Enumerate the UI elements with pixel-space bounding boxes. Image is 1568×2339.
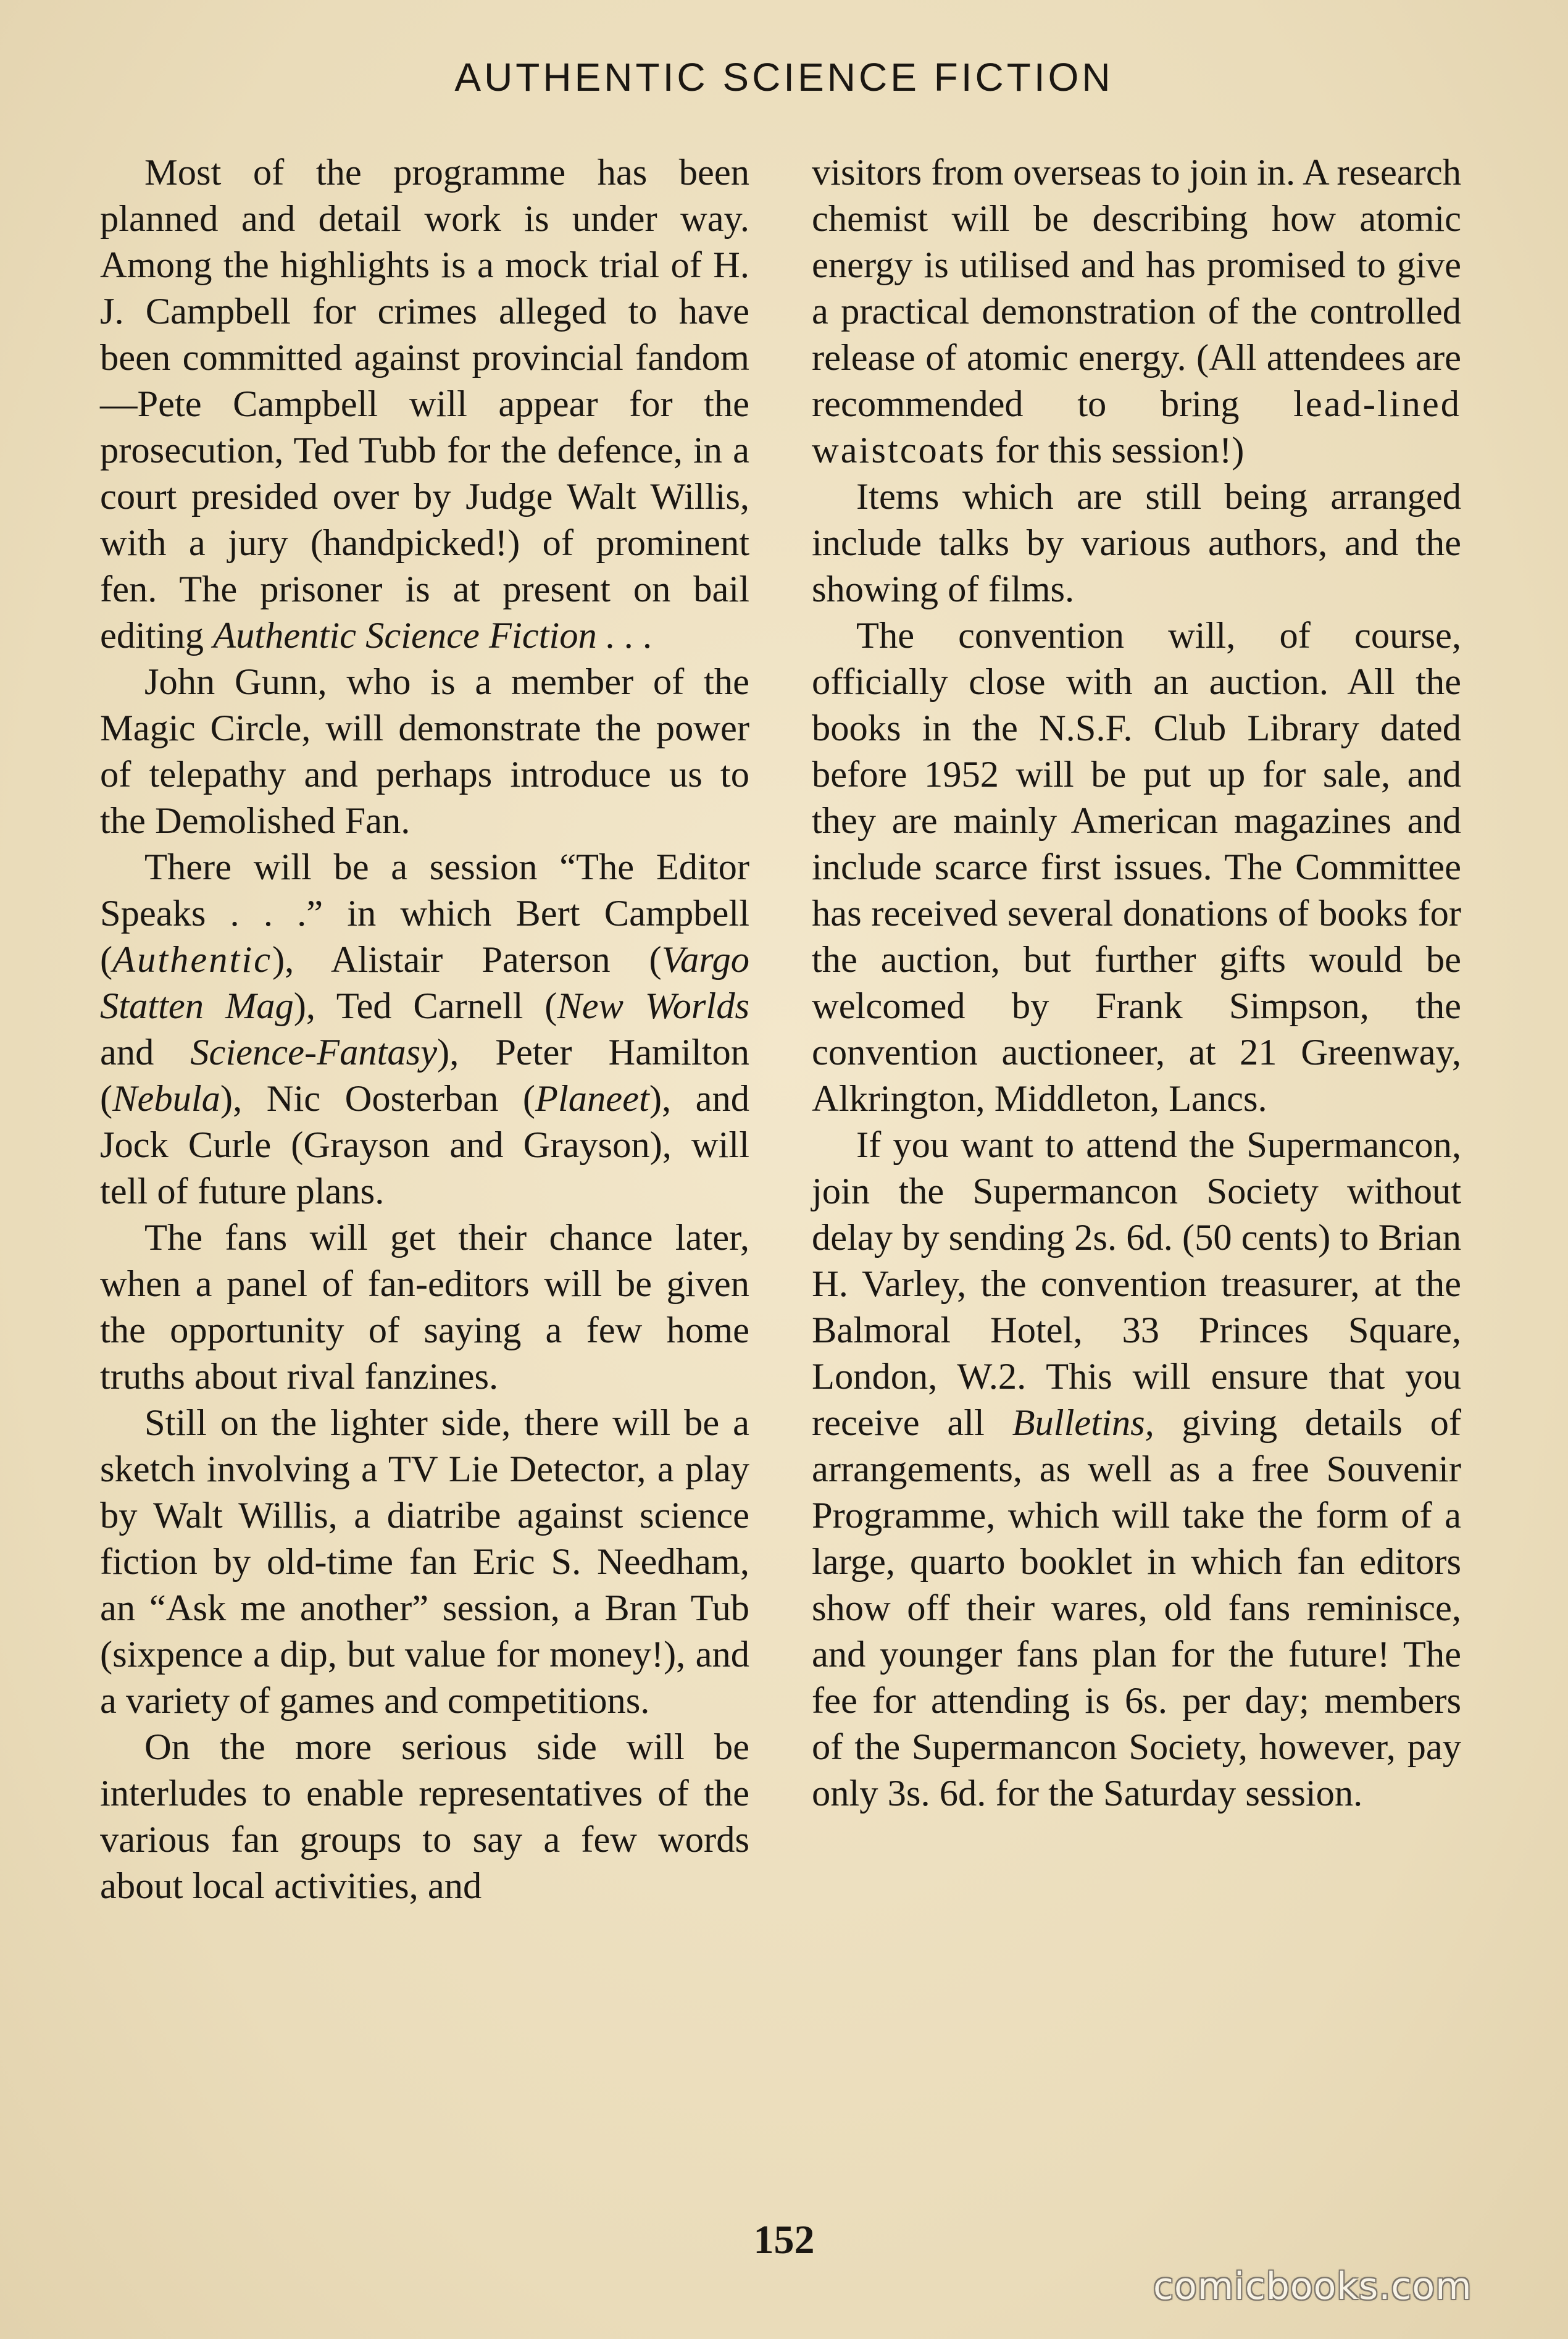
paragraph — [100, 149, 749, 659]
magazine-title: Vargo Statten Mag — [100, 939, 749, 1027]
paragraph-text: and — [100, 1032, 191, 1073]
paragraph-text: There will be a session “The Editor Speaks . . .” in which Bert — [100, 847, 749, 934]
paragraph: On the more serious side will be interludes to enable representatives of the various fan groups to say a few words about local activities, and — [100, 1726, 749, 1907]
paragraph — [812, 1122, 1461, 1817]
paragraph-text: ), Alistair Paterson ( — [272, 939, 662, 981]
italic-term: Bulletins, — [1012, 1402, 1154, 1444]
magazine-title: Nebula — [112, 1078, 220, 1119]
paragraph-text: Most of the programme has been planned and detail work is under way. Among the highlights is a mock trial of H. J. Campbell for crimes alleged to have been committed against provincial fandom—Pete Campbell will appear for the prosecution, Ted Tubb for the defence, in a court presided over by Judge Walt Willis, with a jury (handpicked!) of prominent fen. The prisoner is at present on bail editing — [100, 152, 749, 656]
running-head: AUTHENTIC SCIENCE FICTION — [454, 55, 1114, 99]
paragraph: Still on the lighter side, there will be a sketch involving a TV Lie Detector, a play by Walt Willis, a diatribe against science fiction by old-time fan Eric S. Needham, an “Ask me another” session, a Bran Tub (sixpence a dip, but value for money!), and a variety of games and competitions. — [100, 1402, 749, 1722]
paragraph: The fans will get their chance later, when a panel of fan-editors will be given the opportunity of saying a few home truths about rival fanzines. — [100, 1217, 749, 1397]
magazine-title: New Worlds — [557, 985, 749, 1027]
magazine-title: Planeet — [535, 1078, 649, 1119]
magazine-title: Authentic — [112, 939, 272, 981]
paragraph-text: for this session!) — [986, 430, 1245, 471]
left-column — [100, 149, 749, 1909]
paragraph-text: Campbell ( — [100, 893, 750, 981]
paragraph — [812, 149, 1461, 474]
paragraph-text: giving details of arrangements, as well as a free Souvenir Programme, which will take the form of a large, quarto booklet in which fan editors show off their wares, old fans reminisce, and younger fans plan for the future! The fee for attending is 6s. per day; members of the Supermancon Society, however, pay only 3s. 6d. for the Saturday session. — [812, 1402, 1461, 1814]
paragraph: John Gunn, who is a member of the Magic Circle, will demonstrate the power of telepathy and perhaps introduce us to the Demolished Fan. — [100, 661, 749, 842]
paragraph-text: visitors from overseas to join in. A research chemist will be describing how atomic energy is utilised and has promised to give a practical demonstration of the controlled release of atomic energy. (All attendees are recommended to bring — [812, 152, 1461, 425]
paragraph-text: ), Ted Carnell ( — [293, 985, 557, 1027]
paragraph-text: ), Nic Oosterban ( — [220, 1078, 536, 1119]
paragraph-text: ), and Jock Curle (Grayson and Grayson), will tell of future plans. — [100, 1078, 749, 1212]
paragraph-text: ), Peter Hamilton ( — [100, 1032, 749, 1119]
magazine-title: Science-Fantasy — [190, 1032, 438, 1073]
right-column — [812, 149, 1461, 1817]
paragraph: Items which are still being arranged include talks by various authors, and the showing of films. — [812, 476, 1461, 610]
paragraph-text: If you want to attend the Supermancon, join the Supermancon Society without delay by sending 2s. 6d. (50 cents) to Brian H. Varley, the convention treasurer, at the Balmoral Hotel, 33 Princes Square, London, W.2. This will ensure that you receive all — [812, 1124, 1461, 1444]
page-number: 152 — [753, 2217, 815, 2262]
paragraph — [100, 844, 749, 1215]
paragraph: The convention will, of course, officially close with an auction. All the books in the N.S.F. Club Library dated before 1952 will be put up for sale, and they are mainly American magazines and include scarce first issues. The Committee has received several donations of books for the auction, but further gifts would be welcomed by Frank Simpson, the convention auctioneer, at 21 Greenway, Alkrington, Middleton, Lancs. — [812, 615, 1461, 1119]
spaced-phrase: lead-lined waistcoats — [812, 383, 1461, 471]
magazine-title: Authentic Science Fiction . . . — [213, 615, 653, 656]
watermark: comicbooks.com — [1153, 2265, 1472, 2308]
